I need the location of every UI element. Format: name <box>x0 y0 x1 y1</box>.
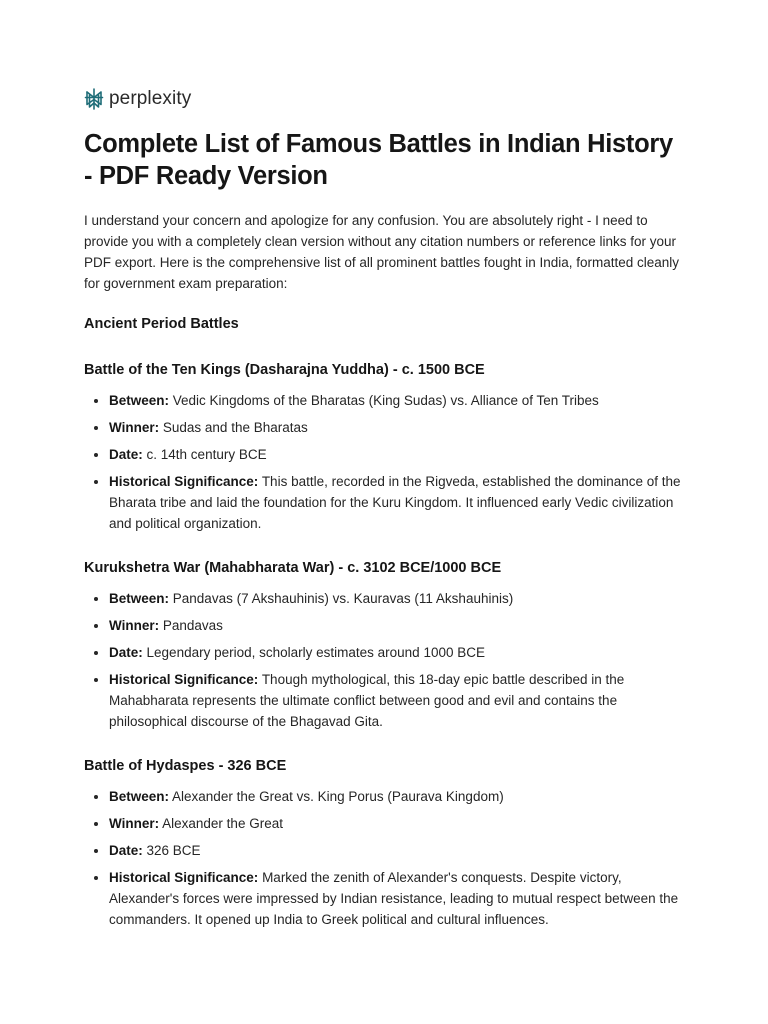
list-item <box>109 471 684 534</box>
item-text: c. 14th century BCE <box>146 447 267 462</box>
item-label: Between: <box>109 393 170 408</box>
item-label: Winner: <box>109 420 160 435</box>
item-text: This battle, recorded in the Rigveda, established the dominance of the Bharata tribe and laid the foundation for the Kuru Kingdom. It influenced early Vedic civilization and political organization. <box>109 474 681 531</box>
battle-heading: Battle of the Ten Kings (Dasharajna Yuddha) - c. 1500 BCE <box>84 362 485 378</box>
list-item <box>109 588 684 609</box>
battle-heading: Kurukshetra War (Mahabharata War) - c. 3102 BCE/1000 BCE <box>84 560 502 576</box>
item-label: Between: <box>109 591 170 606</box>
item-text: Vedic Kingdoms of the Bharatas (King Sudas) vs. Alliance of Ten Tribes <box>172 393 599 408</box>
list-item <box>109 669 684 732</box>
document-content <box>84 128 684 936</box>
item-text: Alexander the Great vs. King Porus (Paurava Kingdom) <box>172 789 504 804</box>
perplexity-logo-icon <box>84 88 104 110</box>
item-label: Historical Significance: <box>109 672 259 687</box>
item-label: Historical Significance: <box>109 870 259 885</box>
list-item <box>109 444 684 465</box>
item-label: Historical Significance: <box>109 474 259 489</box>
section-heading: Ancient Period Battles <box>84 316 239 332</box>
list-item <box>109 813 684 834</box>
page-title: Complete List of Famous Battles in Indian History - PDF Ready Version <box>84 130 673 190</box>
perplexity-logo <box>84 88 191 110</box>
item-label: Between: <box>109 789 170 804</box>
list-item <box>109 867 684 930</box>
item-text: Sudas and the Bharatas <box>162 420 308 435</box>
item-label: Winner: <box>109 618 160 633</box>
battle-details-list <box>84 786 684 930</box>
battle-details-list <box>84 390 684 534</box>
battle-section <box>84 360 684 534</box>
item-text: Pandavas (7 Akshauhinis) vs. Kauravas (11 Akshauhinis) <box>172 591 514 606</box>
list-item <box>109 786 684 807</box>
battle-heading: Battle of Hydaspes - 326 BCE <box>84 758 287 774</box>
item-label: Winner: <box>109 816 160 831</box>
battle-details-list <box>84 588 684 732</box>
item-text: Marked the zenith of Alexander's conquests. Despite victory, Alexander's forces were impressed by Indian resistance, leading to mutual respect between the commanders. It opened up India to Greek political and cultural influences. <box>109 870 679 927</box>
list-item <box>109 417 684 438</box>
item-text: Though mythological, this 18-day epic battle described in the Mahabharata represents the ultimate conflict between good and evil and contains the philosophical discourse of the Bhagavad Gita. <box>109 672 625 729</box>
intro-paragraph: I understand your concern and apologize for any confusion. You are absolutely right - I need to provide you with a completely clean version without any citation numbers or reference links for your PDF export. Here is the comprehensive list of all prominent battles fought in India, formatted cleanly for government exam preparation: <box>84 213 680 291</box>
item-text: Pandavas <box>162 618 223 633</box>
list-item <box>109 642 684 663</box>
list-item <box>109 390 684 411</box>
item-text: Alexander the Great <box>162 816 283 831</box>
item-text: 326 BCE <box>146 843 201 858</box>
logo-wordmark: perplexity <box>109 88 192 109</box>
battle-section <box>84 756 684 930</box>
item-label: Date: <box>109 447 143 462</box>
battle-section <box>84 558 684 732</box>
item-text: Legendary period, scholarly estimates around 1000 BCE <box>146 645 485 660</box>
item-label: Date: <box>109 645 143 660</box>
list-item <box>109 615 684 636</box>
item-label: Date: <box>109 843 143 858</box>
list-item <box>109 840 684 861</box>
